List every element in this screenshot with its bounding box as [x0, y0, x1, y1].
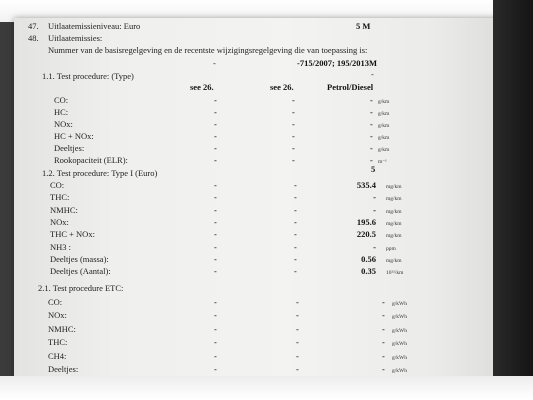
row-value: -	[373, 192, 376, 203]
row-unit: ppm	[386, 245, 396, 252]
row-unit: g/km	[378, 99, 390, 105]
row-label: CO:	[50, 180, 65, 190]
row-unit: g/kWh	[392, 368, 407, 374]
row-col2: -	[292, 155, 295, 165]
row-unit: mg/km	[386, 257, 402, 264]
row-col2: -	[292, 107, 295, 117]
row-unit: m⁻¹	[378, 159, 387, 165]
row-unit: g/kWh	[392, 327, 407, 334]
row-col2: -	[294, 204, 297, 215]
row-col2: -	[296, 337, 299, 348]
row-col2: -	[296, 310, 299, 321]
row-col1: -	[214, 337, 217, 348]
row-label: HC:	[54, 107, 69, 117]
row-unit: mg/km	[386, 196, 402, 203]
row-unit: g/kWh	[392, 314, 407, 321]
row-col1: -	[214, 107, 217, 117]
basis-regulation-value: -715/2007; 195/2013M	[297, 58, 378, 68]
row-unit: g/kWh	[392, 341, 407, 348]
row-label: Deeltjes (massa):	[50, 253, 109, 264]
row-unit: g/km	[378, 123, 390, 129]
row-value: -	[370, 119, 373, 129]
row-label: Deeltjes:	[48, 364, 79, 374]
item-47-label: Uitlaatemissieniveau: Euro	[48, 21, 141, 31]
row-unit: mg/km	[386, 208, 402, 215]
row-value: -	[370, 155, 373, 165]
row-value: -	[382, 323, 385, 334]
row-unit: g/kWh	[392, 354, 407, 361]
row-value: 220.5	[356, 229, 376, 240]
row-col2: -	[292, 131, 295, 141]
row-label: Deeltjes (Aantal):	[50, 266, 111, 277]
item-48-label: Uitlaatemissies:	[48, 33, 103, 43]
row-unit: 10¹²/km	[386, 270, 404, 277]
section-1-2-euro-value: 5	[371, 164, 376, 174]
row-value: -	[370, 95, 373, 105]
row-value: 535.4	[356, 180, 376, 190]
row-label: NOx:	[48, 310, 67, 321]
row-col1: -	[214, 119, 217, 129]
row-col1: -	[214, 266, 217, 277]
row-unit: g/kWh	[392, 301, 407, 307]
item-47-value: 5 M	[356, 21, 371, 31]
row-label: CH4:	[48, 350, 67, 361]
row-label: CO:	[54, 95, 69, 105]
basis-regulation-label: Nummer van de basisregelgeving en de recentste wijzigingsregelgeving die van toepassing is:	[48, 45, 368, 55]
row-col2: -	[294, 180, 297, 190]
row-col1: -	[214, 323, 217, 334]
column-header-2: see 26.	[270, 82, 294, 92]
row-col1: -	[214, 297, 217, 307]
row-value: -	[373, 241, 376, 252]
item-48-number: 48.	[28, 33, 39, 43]
row-value: -	[382, 350, 385, 361]
section-1-2-title: 1.2. Test procedure: Type I (Euro)	[42, 168, 158, 178]
section-1-1-title: 1.1. Test procedure: (Type)	[42, 71, 134, 81]
photo-background-right	[493, 0, 533, 400]
row-unit: mg/km	[386, 220, 402, 227]
row-col1: -	[214, 253, 217, 264]
row-value: 195.6	[356, 216, 376, 227]
row-col2: -	[296, 297, 299, 307]
row-col2: -	[294, 253, 297, 264]
row-col2: -	[294, 192, 297, 203]
row-label: THC + NOx:	[50, 229, 95, 240]
row-unit: g/km	[378, 111, 390, 117]
row-value: -	[382, 364, 385, 374]
basis-regulation-dash: -	[213, 58, 216, 68]
row-col2: -	[294, 229, 297, 240]
row-col1: -	[214, 180, 217, 190]
row-value: 0.35	[361, 266, 376, 277]
row-col1: -	[214, 364, 217, 374]
row-unit: g/km	[378, 147, 390, 153]
fuel-dash: -	[371, 69, 374, 79]
row-col2: -	[294, 216, 297, 227]
row-value: -	[382, 310, 385, 321]
row-col1: -	[214, 350, 217, 361]
row-unit: mg/km	[386, 233, 402, 240]
row-label: NH3 :	[50, 241, 72, 252]
section-2-1-title: 2.1. Test procedure ETC:	[38, 283, 124, 293]
row-col1: -	[214, 204, 217, 215]
row-col2: -	[294, 266, 297, 277]
row-label: Rookopaciteit (ELR):	[54, 155, 128, 165]
row-label: THC:	[48, 337, 68, 348]
row-col1: -	[214, 95, 217, 105]
row-value: 0.56	[361, 253, 376, 264]
row-value: -	[382, 297, 385, 307]
row-value: -	[370, 143, 373, 153]
row-unit: g/km	[378, 135, 390, 141]
row-col1: -	[214, 131, 217, 141]
row-label: NMHC:	[50, 204, 78, 215]
row-label: HC + NOx:	[54, 131, 94, 141]
row-col1: -	[214, 143, 217, 153]
document-page	[14, 18, 509, 380]
row-label: NOx:	[50, 216, 69, 227]
row-col2: -	[296, 364, 299, 374]
row-value: -	[373, 204, 376, 215]
row-label: NOx:	[54, 119, 73, 129]
row-unit: mg/km	[386, 184, 402, 190]
item-47-number: 47.	[28, 21, 39, 31]
row-col1: -	[214, 310, 217, 321]
row-col1: -	[214, 241, 217, 252]
row-col2: -	[296, 350, 299, 361]
column-header-3: Petrol/Diesel	[327, 82, 374, 92]
row-label: NMHC:	[48, 323, 76, 334]
row-label: Deeltjes:	[54, 143, 85, 153]
row-col2: -	[296, 323, 299, 334]
row-col1: -	[214, 192, 217, 203]
row-col2: -	[294, 241, 297, 252]
row-col2: -	[292, 119, 295, 129]
row-col2: -	[292, 143, 295, 153]
row-col2: -	[292, 95, 295, 105]
photo-background-bottom	[0, 376, 533, 400]
row-label: THC:	[50, 192, 70, 203]
row-col1: -	[214, 229, 217, 240]
row-value: -	[370, 107, 373, 117]
column-header-1: see 26.	[190, 82, 214, 92]
row-value: -	[370, 131, 373, 141]
row-value: -	[382, 337, 385, 348]
row-col1: -	[214, 155, 217, 165]
row-label: CO:	[48, 297, 63, 307]
row-col1: -	[214, 216, 217, 227]
